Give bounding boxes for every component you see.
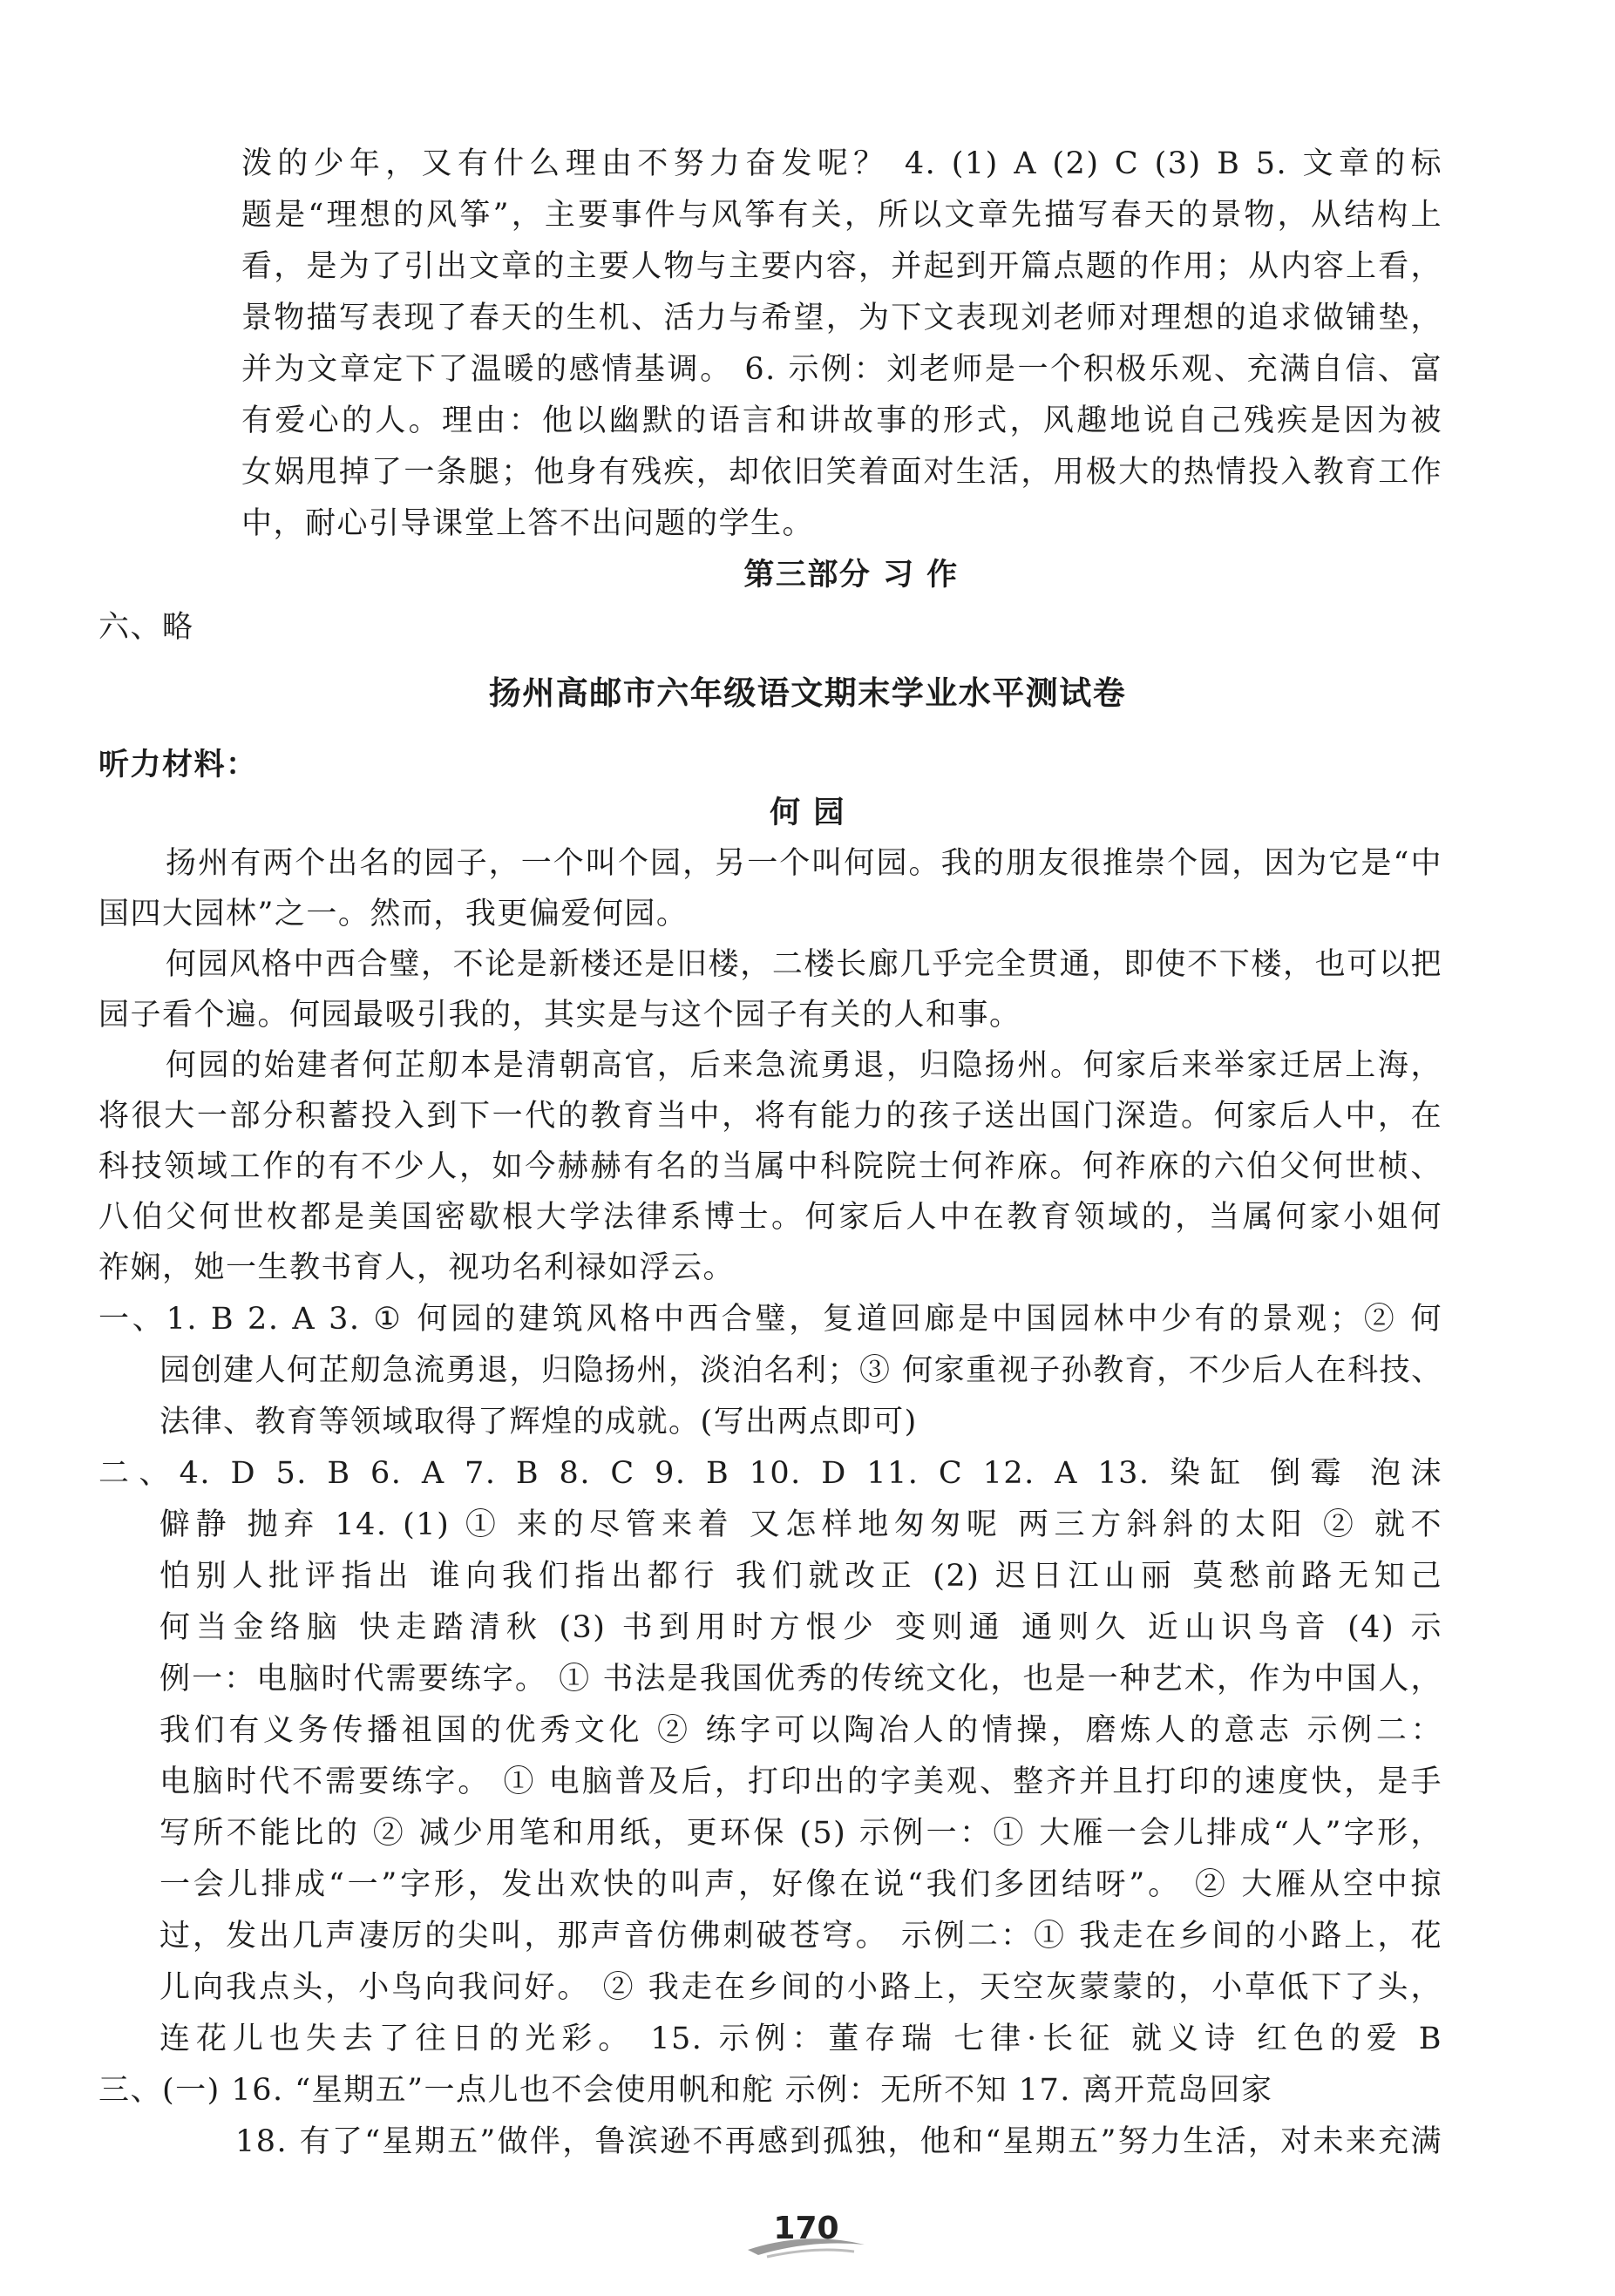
text-line: 法律、教育等领域取得了辉煌的成就。(写出两点即可) — [159, 1405, 918, 1439]
text-line: 18. 有了“星期五”做伴，鲁滨逊不再感到孤独，他和“星期五”努力生活，对未来充满 — [235, 2124, 1442, 2159]
text-line: 连花儿也失去了往日的光彩。 15. 示例：董存瑞 七律·长征 就义诗 红色的爱 B — [159, 2022, 1442, 2056]
text-line: 将很大一部分积蓄投入到下一代的教育当中，将有能力的孩子送出国门深造。何家后人中，在 — [98, 1099, 1442, 1134]
page-number-badge — [741, 2205, 872, 2266]
text-line: 一、1. B 2. A 3. ① 何园的建筑风格中西合璧，复道回廊是中国园林中少有的景观；② 何 — [98, 1302, 1442, 1337]
exam-title: 扬州高邮市六年级语文期末学业水平测试卷 — [488, 674, 1127, 712]
text-line: 过，发出几声凄厉的尖叫，那声音仿佛刺破苍穹。 示例二：① 我走在乡间的小路上，花 — [159, 1919, 1442, 1954]
text-line: 一会儿排成“一”字形，发出欢快的叫声，好像在说“我们多团结呀”。 ② 大雁从空中掠 — [159, 1867, 1442, 1902]
text-line: 祚娴，她一生教书育人，视功名利禄如浮云。 — [98, 1250, 736, 1285]
text-line: 我们有义务传播祖国的优秀文化 ② 练字可以陶冶人的情操，磨炼人的意志 示例二： — [159, 1713, 1442, 1748]
text-line: 电脑时代不需要练字。 ① 电脑普及后，打印出的字美观、整齐并且打印的速度快，是手 — [159, 1764, 1442, 1799]
text-line: 写所不能比的 ② 减少用笔和用纸，更环保 (5) 示例一：① 大雁一会儿排成“人”字形， — [159, 1816, 1442, 1851]
text-line: 景物描写表现了春天的生机、活力与希望，为下文表现刘老师对理想的追求做铺垫， — [241, 301, 1442, 335]
text-line: 中，耐心引导课堂上答不出问题的学生。 — [241, 506, 815, 541]
text-line: 儿向我点头，小鸟向我问好。 ② 我走在乡间的小路上，天空灰蒙蒙的，小草低下了头， — [159, 1970, 1442, 2005]
text-line: 园创建人何芷舠急流勇退，归隐扬州，淡泊名利；③ 何家重视子孙教育，不少后人在科技、 — [159, 1353, 1443, 1388]
text-line: 园子看个遍。何园最吸引我的，其实是与这个园子有关的人和事。 — [98, 998, 1021, 1033]
text-line: 何园风格中西合璧，不论是新楼还是旧楼，二楼长廊几乎完全贯通，即使不下楼，也可以把 — [166, 947, 1442, 982]
item-6: 六、略 — [98, 610, 194, 645]
text-line: 例一：电脑时代需要练字。 ① 书法是我国优秀的传统文化，也是一种艺术，作为中国人， — [159, 1662, 1442, 1697]
page-number: 170 — [773, 2211, 839, 2246]
text-line: 何当金络脑 快走踏清秋 (3) 书到用时方恨少 变则通 通则久 近山识鸟音 (4) 示 — [159, 1610, 1442, 1645]
text-line: 看，是为了引出文章的主要人物与主要内容，并起到开篇点题的作用；从内容上看， — [241, 249, 1442, 284]
text-line: 女娲甩掉了一条腿；他身有残疾，却依旧笑着面对生活，用极大的热情投入教育工作 — [241, 455, 1442, 490]
text-line: 扬州有两个出名的园子，一个叫个园，另一个叫何园。我的朋友很推崇个园，因为它是“中 — [166, 846, 1442, 881]
listening-label: 听力材料： — [98, 748, 258, 782]
text-line: 科技领域工作的有不少人，如今赫赫有名的当属中科院院士何祚庥。何祚庥的六伯父何世桢、 — [98, 1149, 1442, 1184]
text-line: 题是“理想的风筝”，主要事件与风筝有关，所以文章先描写春天的景物，从结构上 — [241, 198, 1442, 233]
text-line: 三、(一) 16. “星期五”一点儿也不会使用帆和舵 示例：无所不知 17. 离开荒岛回家 — [98, 2073, 1273, 2108]
passage-title: 何 园 — [770, 796, 845, 830]
text-line: 僻静 抛弃 14. (1) ① 来的尽管来着 又怎样地匆匆呢 两三方斜斜的太阳 ② 就不 — [159, 1507, 1442, 1542]
part3-heading: 第三部分 习 作 — [743, 558, 959, 593]
text-line: 何园的始建者何芷舠本是清朝高官，后来急流勇退，归隐扬州。何家后来举家迁居上海， — [166, 1048, 1442, 1083]
text-line: 二、4. D 5. B 6. A 7. B 8. C 9. B 10. D 11. C 12. A 13. 染缸 倒霉 泡沫 — [98, 1456, 1442, 1491]
text-line: 有爱心的人。理由：他以幽默的语言和讲故事的形式，风趣地说自己残疾是因为被 — [241, 403, 1442, 438]
text-line: 并为文章定下了温暖的感情基调。 6. 示例：刘老师是一个积极乐观、充满自信、富 — [241, 352, 1442, 387]
text-line: 国四大园林”之一。然而，我更偏爱何园。 — [98, 897, 689, 931]
text-line: 泼的少年，又有什么理由不努力奋发呢？ 4. (1) A (2) C (3) B 5. 文章的标 — [241, 146, 1442, 181]
text-line: 八伯父何世枚都是美国密歇根大学法律系博士。何家后人中在教育领域的，当属何家小姐何 — [98, 1200, 1442, 1235]
text-line: 怕别人批评指出 谁向我们指出都行 我们就改正 (2) 迟日江山丽 莫愁前路无知己 — [159, 1559, 1442, 1594]
